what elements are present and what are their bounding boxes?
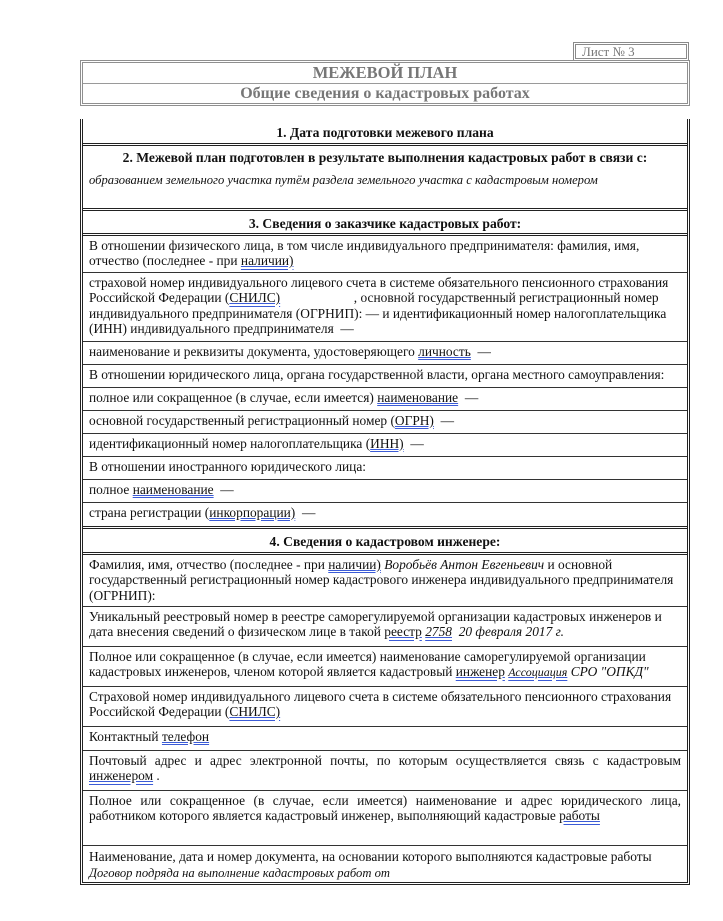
section-1-title: 1. Дата подготовки межевого плана <box>276 125 494 140</box>
engineer-snils[interactable]: Страховой номер индивидуального лицевого счета в системе обязательного пенсионного страхования Российской Федерации (СНИЛС) <box>83 686 687 726</box>
section-2 <box>83 143 687 209</box>
customer-country[interactable]: страна регистрации (инкорпорации) — <box>83 502 687 526</box>
customer-legal-entity-header: В отношении юридического лица, органа государственной власти, органа местного самоуправления: <box>83 364 687 387</box>
customer-individual-fio[interactable]: В отношении физического лица, в том числе индивидуального предпринимателя: фамилия, имя, отчество (последнее - при наличии) <box>83 233 687 272</box>
engineer-sro-name[interactable]: Полное или сокращенное (в случае, если имеется) наименование саморегулируемой организации кадастровых инженеров, членом которой является кадастровый инженер Ассоциация СРО "ОПКД" <box>83 646 687 686</box>
section-2-value[interactable]: образованием земельного участка путём раздела земельного участка с кадастровым номером <box>89 173 598 187</box>
main-form-table <box>80 119 690 885</box>
contract-label: Наименование, дата и номер документа, на основании которого выполняются кадастровые работы <box>89 849 652 864</box>
section-3-title-row <box>83 208 687 233</box>
engineer-fio-ogrnip[interactable]: Фамилия, имя, отчество (последнее - при наличии) Воробьёв Антон Евгеньевич и основной государственный регистрационный номер кадастрового инженера индивидуального предпринимателя (ОГРНИП): <box>83 552 687 606</box>
contract-value: Договор подряда на выполнение кадастровых работ от <box>89 866 390 881</box>
sheet-number-label: Лист № 3 <box>582 44 635 59</box>
engineer-registry-number[interactable]: Уникальный реестровый номер в реестре саморегулируемой организации кадастровых инженеров и дата внесения сведений о физическом лице в такой реестр 2758 20 февраля 2017 г. <box>83 606 687 646</box>
registry-number-value: 2758 <box>425 624 452 640</box>
section-4-title: 4. Сведения о кадастровом инженере: <box>269 534 501 549</box>
customer-foreign-name[interactable]: полное наименование — <box>83 479 687 502</box>
customer-ogrn[interactable]: основной государственный регистрационный номер (ОГРН) — <box>83 410 687 433</box>
engineer-name-value: Воробьёв Антон Евгеньевич <box>380 557 545 572</box>
customer-inn[interactable]: идентификационный номер налогоплательщика (ИНН) — <box>83 433 687 456</box>
engineer-address-email[interactable]: Почтовый адрес и адрес электронной почты, по которым осуществляется связь с кадастровым инженером . <box>83 750 687 790</box>
section-3-title: 3. Сведения о заказчике кадастровых работ: <box>248 216 522 231</box>
sheet-number-box <box>573 42 689 61</box>
document-header <box>80 60 690 106</box>
document-title: МЕЖЕВОЙ ПЛАН <box>83 63 687 84</box>
section-2-title: 2. Межевой план подготовлен в результате выполнения кадастровых работ в связи с: <box>122 150 648 165</box>
customer-identity-document[interactable]: наименование и реквизиты документа, удостоверяющего личность — <box>83 341 687 364</box>
sro-value: СРО "ОПКД" <box>567 664 649 680</box>
customer-legal-name[interactable]: полное или сокращенное (в случае, если имеется) наименование — <box>83 387 687 410</box>
engineer-phone[interactable]: Контактный телефон <box>83 726 687 750</box>
engineer-employer[interactable]: Полное или сокращенное (в случае, если имеется) наименование и адрес юридического лица, работником которого является кадастровый инженер, выполняющий кадастровые работы <box>83 790 687 845</box>
customer-snils-ogrnip-inn[interactable]: страховой номер индивидуального лицевого счета в системе обязательного пенсионного страхования Российской Федерации (СНИЛС) , основной государственный регистрационный номер индивидуального предпринимателя (ОГРНИП): — и идентификационный номер налогоплательщика (ИНН) индивидуального предпринимателя — <box>83 272 687 341</box>
document-subtitle: Общие сведения о кадастровых работах <box>240 85 530 102</box>
customer-foreign-header: В отношении иностранного юридического лица: <box>83 456 687 479</box>
contract-document[interactable] <box>83 845 687 882</box>
registry-date-value: 20 февраля 2017 г. <box>452 624 565 640</box>
section-4-title-row <box>83 526 687 552</box>
